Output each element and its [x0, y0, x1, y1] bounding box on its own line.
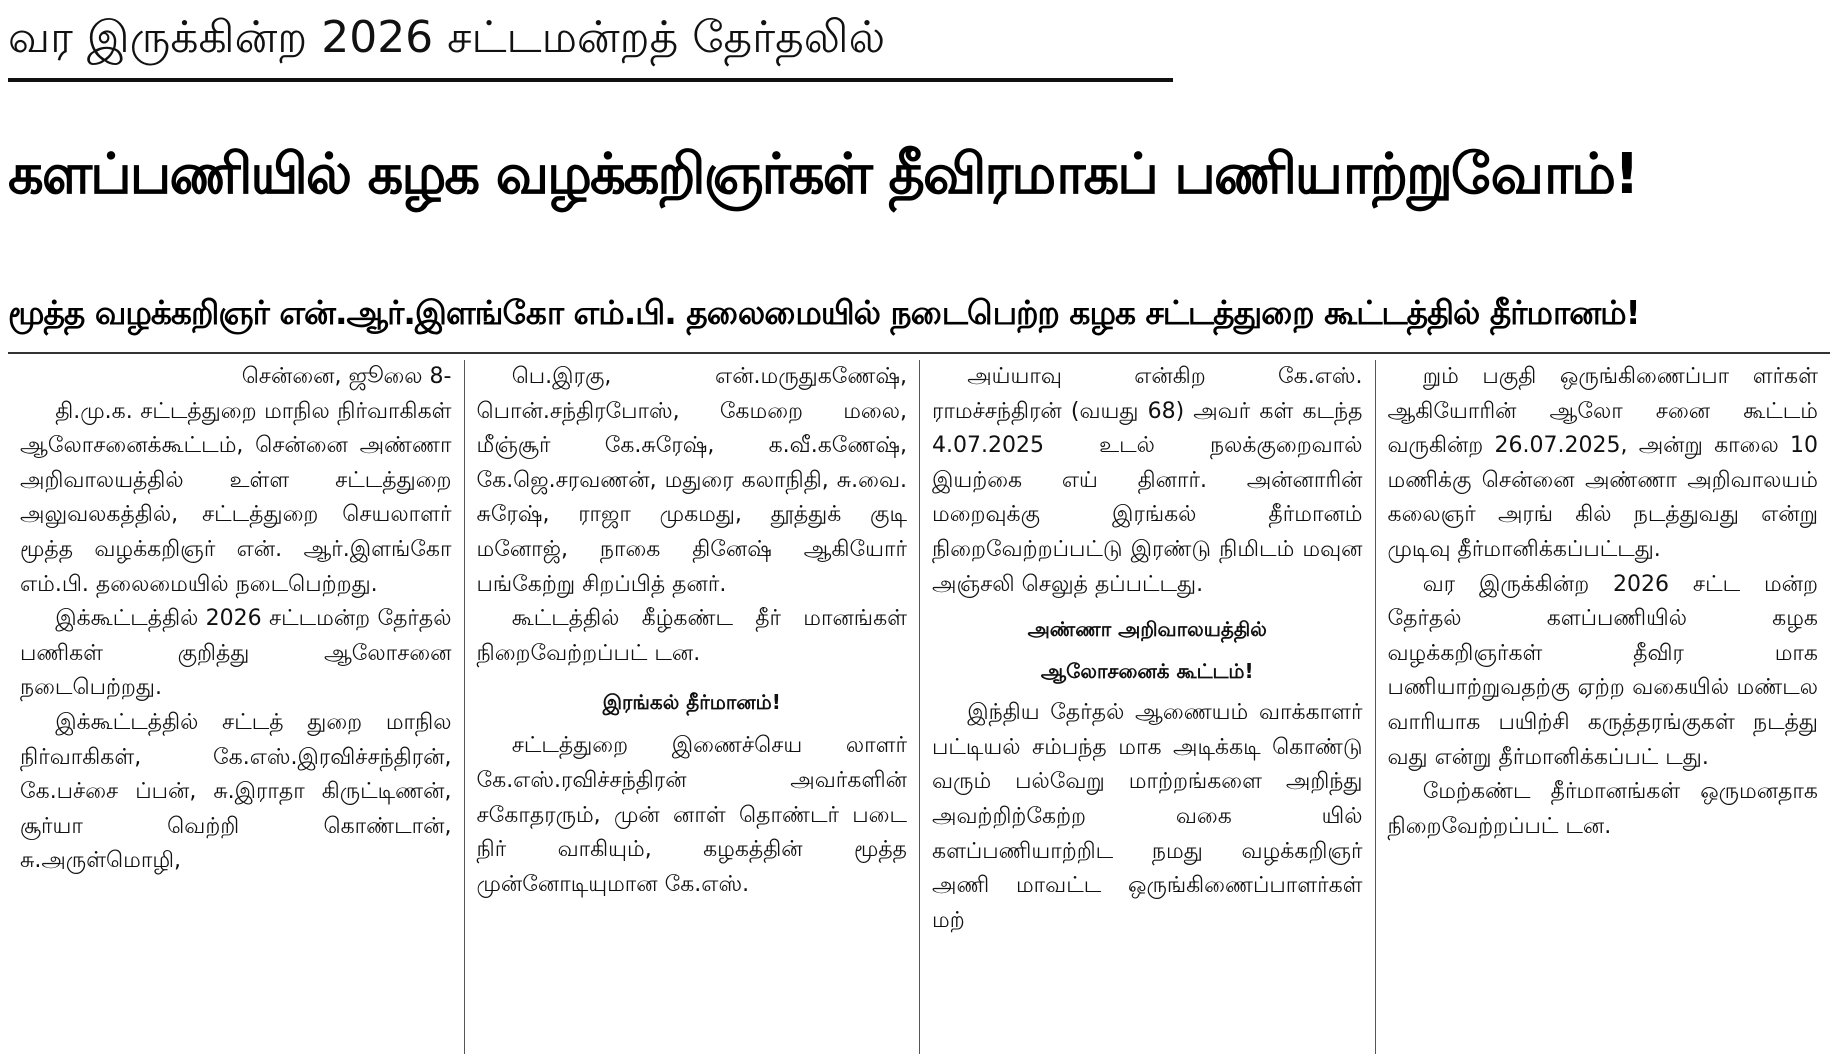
subheadline-divider [8, 352, 1830, 354]
paragraph: அய்யாவு என்கிற கே.எஸ். ராமச்சந்திரன் (வயது 68) அவர் கள் கடந்த 4.07.2025 உடல் நலக்குறைவால் இயற்கை எய் தினார். அன்னாரின் மறைவுக்கு இரங்கல் தீர்மானம் நிறைவேற்றப்பட்டு இரண்டு நிமிடம் மவுன அஞ்சலி செலுத் தப்பட்டது. [932, 364, 1363, 597]
dateline: சென்னை, ஜூலை 8- [241, 364, 452, 389]
article-columns [8, 360, 1830, 1054]
column-3 [919, 360, 1375, 1054]
paragraph: வர இருக்கின்ற 2026 சட்ட மன்ற தேர்தல் களப்பணியில் கழக வழக்கறிஞர்கள் தீவிர மாக பணியாற்றுவதற்கு ஏற்ற வகையில் மண்டல வாரியாக பயிற்சி கருத்தரங்குகள் நடத்து வது என்று தீர்மானிக்கப்பட் டது. [1387, 571, 1818, 770]
paragraph: சட்டத்துறை இணைச்செய லாளர் கே.எஸ்.ரவிச்சந்திரன் அவர்களின் சகோதரரும், முன் னாள் தொண்டர் படை நிர் வாகியும், கழகத்தின் மூத்த முன்னோடியுமான கே.எஸ். [476, 733, 907, 897]
section-subheading-line: அண்ணா அறிவாலயத்தில் [1027, 617, 1267, 642]
column-2 [464, 360, 920, 1054]
section-subheading: இரங்கல் தீர்மானம்! [602, 690, 781, 715]
paragraph: இக்கூட்டத்தில் சட்டத் துறை மாநில நிர்வாகிகள், கே.எஸ்.இரவிச்சந்திரன், கே.பச்சை ப்பன், சு.இராதா கிருட்டிணன், சூர்யா வெற்றி கொண்டான், சு.அருள்மொழி, [20, 709, 452, 874]
subheadline: மூத்த வழக்கறிஞர் என்.ஆர்.இளங்கோ எம்.பி. தலைமையில் நடைபெற்ற கழக சட்டத்துறை கூட்டத்தில் தீர்மானம்! [8, 293, 1640, 332]
column-4 [1375, 360, 1831, 1054]
section-subheading [932, 608, 1363, 692]
paragraph: தி.மு.க. சட்டத்துறை மாநில நிர்வாகிகள் ஆலோசனைக்கூட்டம், சென்னை அண்ணா அறிவாலயத்தில் உள்ள சட்டத்துறை அலுவலகத்தில், சட்டத்துறை செயலாளர் மூத்த வழக்கறிஞர் என். ஆர்.இளங்கோ எம்.பி. தலைமையில் நடைபெற்றது. [20, 398, 452, 597]
kicker-line: வர இருக்கின்ற 2026 சட்டமன்றத் தேர்தலில் [8, 12, 886, 63]
paragraph: இக்கூட்டத்தில் 2026 சட்டமன்ற தேர்தல் பணிகள் குறித்து ஆலோசனை நடைபெற்றது. [20, 606, 452, 701]
paragraph: பெ.இரகு, என்.மருதுகணேஷ், பொன்.சந்திரபோஸ், கேமறை மலை, மீஞ்சூர் கே.சுரேஷ், க.வீ.கணேஷ், கே.ஜெ.சரவணன், மதுரை கலாநிதி, சு.வை. சுரேஷ், ராஜா முகமது, தூத்துக் குடி மனோஜ், நாகை தினேஷ் ஆகியோர் பங்கேற்று சிறப்பித் தனர். [476, 364, 907, 597]
headline: களப்பணியில் கழக வழக்கறிஞர்கள் தீவிரமாகப் பணியாற்றுவோம்! [8, 142, 1638, 207]
column-1 [8, 360, 464, 1054]
section-subheading-line: ஆலோசனைக் கூட்டம்! [1040, 659, 1254, 684]
paragraph: இந்திய தேர்தல் ஆணையம் வாக்காளர் பட்டியல் சம்பந்த மாக அடிக்கடி கொண்டு வரும் பல்வேறு மாற்றங்களை அறிந்து அவற்றிற்கேற்ற வகை யில் களப்பணியாற்றிட நமது வழக்கறிஞர் அணி மாவட்ட ஒருங்கிணைப்பாளர்கள் மற் [932, 700, 1363, 933]
paragraph: றும் பகுதி ஒருங்கிணைப்பா ளர்கள் ஆகியோரின் ஆலோ சனை கூட்டம் வருகின்ற 26.07.2025, அன்று காலை 10 மணிக்கு சென்னை அண்ணா அறிவாலயம் கலைஞர் அரங் கில் நடத்துவது என்று முடிவு தீர்மானிக்கப்பட்டது. [1387, 364, 1818, 562]
paragraph: கூட்டத்தில் கீழ்கண்ட தீர் மானங்கள் நிறைவேற்றப்பட் டன. [476, 606, 907, 666]
kicker-underline [8, 78, 1173, 82]
paragraph: மேற்கண்ட தீர்மானங்கள் ஒருமனதாக நிறைவேற்றப்பட் டன. [1387, 779, 1818, 839]
